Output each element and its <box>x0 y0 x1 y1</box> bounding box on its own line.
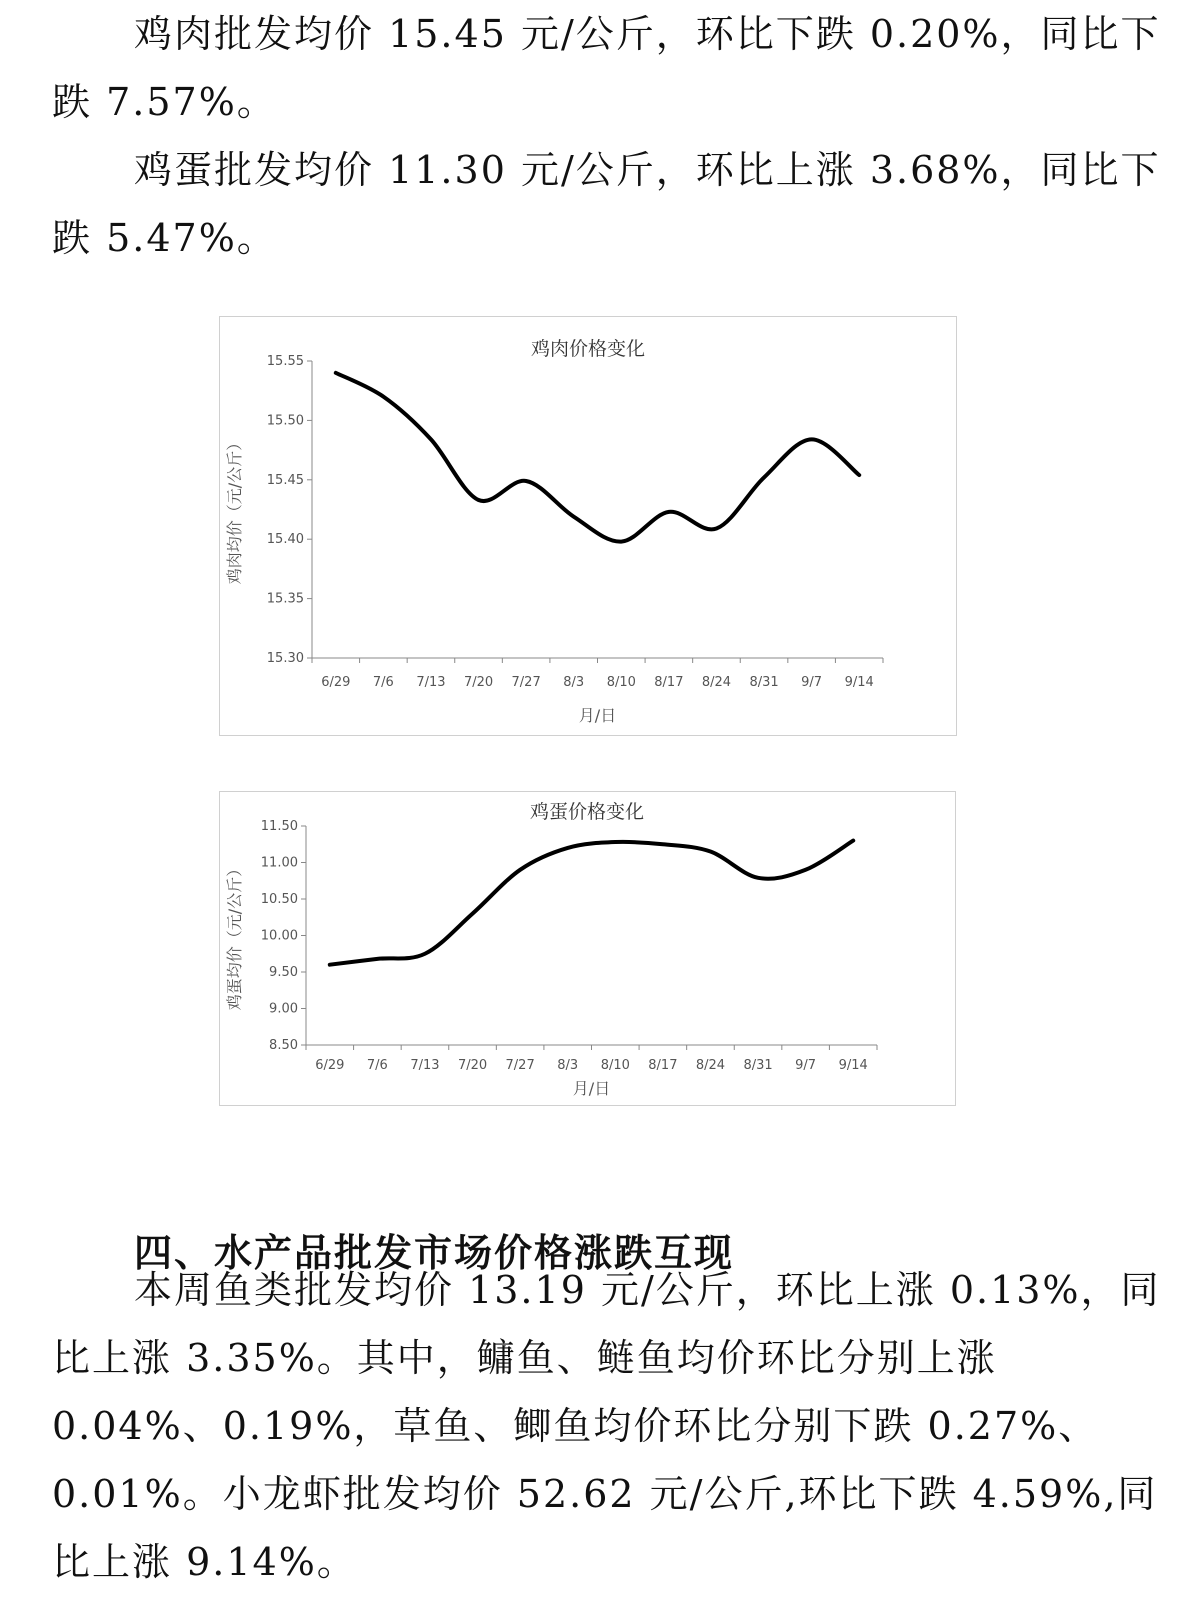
x-axis-label: 月/日 <box>572 1079 611 1098</box>
y-tick-label: 10.00 <box>260 928 298 944</box>
y-tick-label: 10.50 <box>260 892 298 907</box>
y-axis-label: 鸡肉均价（元/公斤） <box>225 434 244 585</box>
x-tick-label: 7/6 <box>366 1058 388 1073</box>
paragraph-chicken: 鸡肉批发均价 15.45 元/公斤，环比下跌 0.20%，同比下跌 7.57%。 <box>52 12 1161 124</box>
x-tick-label: 8/17 <box>648 1058 678 1073</box>
section-heading-aquatic: 四、水产品批发市场价格涨跌互现 <box>134 1231 735 1275</box>
x-tick-label: 6/29 <box>321 675 351 690</box>
x-tick-label: 8/24 <box>701 675 732 690</box>
y-tick-label: 15.55 <box>266 354 304 369</box>
x-tick-label: 7/13 <box>410 1058 440 1073</box>
x-tick-label: 9/7 <box>801 675 823 690</box>
chicken-chart-svg <box>220 317 956 735</box>
y-axis-label: 鸡蛋均价（元/公斤） <box>225 860 244 1011</box>
x-tick-label: 6/29 <box>315 1058 345 1073</box>
x-tick-label: 7/6 <box>372 675 394 690</box>
x-tick-label: 8/17 <box>654 675 684 690</box>
series-line <box>330 841 853 965</box>
y-tick-label: 15.35 <box>266 591 304 607</box>
x-tick-label: 8/31 <box>743 1058 773 1073</box>
y-tick-label: 8.50 <box>269 1038 298 1053</box>
egg-chart-svg <box>220 792 955 1105</box>
egg-price-chart <box>219 791 956 1106</box>
y-tick-label: 9.00 <box>269 1001 298 1017</box>
x-tick-label: 7/20 <box>463 675 494 690</box>
x-tick-label: 7/27 <box>511 675 541 690</box>
x-axis-label: 月/日 <box>578 706 617 725</box>
chicken-price-chart <box>219 316 957 736</box>
x-tick-label: 8/3 <box>557 1058 579 1073</box>
y-tick-label: 15.45 <box>266 472 304 488</box>
chart-title: 鸡蛋价格变化 <box>529 801 645 823</box>
y-tick-label: 15.30 <box>266 651 304 666</box>
x-tick-label: 9/7 <box>795 1058 817 1073</box>
x-tick-label: 8/10 <box>606 675 636 690</box>
y-tick-label: 11.50 <box>260 819 298 834</box>
y-tick-label: 15.50 <box>266 413 304 429</box>
x-tick-label: 8/24 <box>695 1058 726 1073</box>
y-tick-label: 9.50 <box>269 965 298 980</box>
x-tick-label: 7/20 <box>457 1058 488 1073</box>
y-tick-label: 11.00 <box>260 855 298 871</box>
x-tick-label: 8/31 <box>749 675 779 690</box>
x-tick-label: 8/10 <box>600 1058 630 1073</box>
paragraph-egg: 鸡蛋批发均价 11.30 元/公斤，环比上涨 3.68%，同比下跌 5.47%。 <box>52 148 1161 260</box>
x-tick-label: 9/14 <box>844 675 874 690</box>
x-tick-label: 8/3 <box>563 675 585 690</box>
y-tick-label: 15.40 <box>266 532 304 548</box>
x-tick-label: 9/14 <box>838 1058 868 1073</box>
series-line <box>336 373 859 542</box>
chart-title: 鸡肉价格变化 <box>530 338 646 360</box>
paragraph-aquatic: 本周鱼类批发均价 13.19 元/公斤，环比上涨 0.13%，同比上涨 3.35%。其中，鳙鱼、鲢鱼均价环比分别上涨 0.04%、0.19%，草鱼、鲫鱼均价环比分别下跌 0.27%、0.01%。小龙虾批发均价 52.62 元/公斤,环比下跌 4.59%,同比上涨 9.14%。 <box>52 1268 1161 1584</box>
x-tick-label: 7/13 <box>416 675 446 690</box>
x-tick-label: 7/27 <box>505 1058 535 1073</box>
